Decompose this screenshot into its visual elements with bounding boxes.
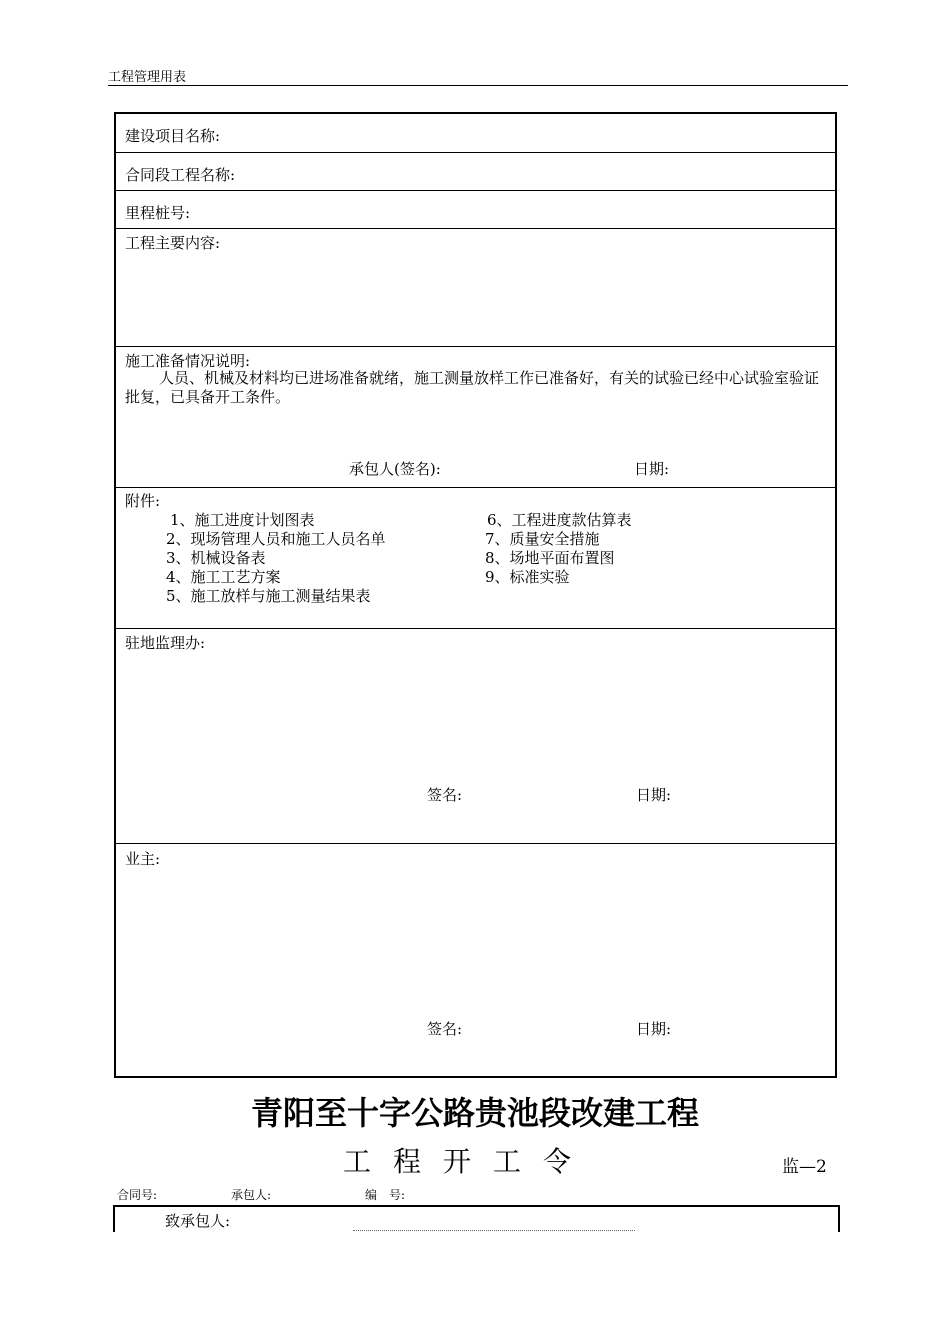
header-rule: [108, 85, 848, 86]
contractor-sign-label: 承包人(签名):: [349, 460, 441, 478]
attachments-label: 附件:: [125, 492, 161, 510]
owner-sign-label: 签名:: [427, 1020, 463, 1038]
main-content-row: [116, 229, 835, 347]
chainage-row: [116, 191, 835, 229]
contract-no-label: 合同号:: [117, 1188, 158, 1202]
supervision-date-label: 日期:: [636, 786, 672, 804]
supervision-sign-label: 签名:: [427, 786, 463, 804]
main-content-label: 工程主要内容:: [125, 234, 221, 252]
form-code: 监—2: [782, 1157, 827, 1177]
attachment-item: 3、机械设备表: [166, 549, 266, 567]
contract-section-row: [116, 153, 835, 191]
attachment-item: 7、质量安全措施: [485, 530, 600, 548]
attachment-item: 9、标准实验: [485, 568, 570, 586]
attachment-item: 4、施工工艺方案: [166, 568, 281, 586]
preparation-row: [116, 347, 835, 488]
to-contractor-dotted-line: [353, 1230, 635, 1231]
preparation-label: 施工准备情况说明:: [125, 352, 251, 370]
attachment-item: 5、施工放样与施工测量结果表: [166, 587, 371, 605]
contract-section-label: 合同段工程名称:: [125, 166, 236, 184]
attachments-row: [116, 488, 835, 629]
contractor-label: 承包人:: [231, 1188, 272, 1202]
attachment-item: 2、现场管理人员和施工人员名单: [166, 530, 386, 548]
supervision-row: [116, 629, 835, 844]
attachment-item: 8、场地平面布置图: [485, 549, 615, 567]
chainage-label: 里程桩号:: [125, 204, 191, 222]
project-name-label: 建设项目名称:: [125, 127, 221, 145]
project-title: 青阳至十字公路贵池段改建工程: [250, 1094, 699, 1132]
attachment-item: 6、工程进度款估算表: [487, 511, 632, 529]
doc-type-header: 工程管理用表: [108, 70, 187, 85]
construction-start-form: [114, 112, 837, 1078]
project-name-row: [116, 114, 835, 153]
owner-date-label: 日期:: [636, 1020, 672, 1038]
to-contractor-box: [113, 1205, 840, 1232]
supervision-label: 驻地监理办:: [125, 634, 206, 652]
preparation-text: 人员、机械及材料均已进场准备就绪，施工测量放样工作已准备好，有关的试验已经中心试验室验证批复，已具备开工条件。: [125, 369, 820, 406]
owner-label: 业主:: [125, 850, 161, 868]
preparation-date-label: 日期:: [634, 460, 670, 478]
form-subtitle: 工程开工令: [343, 1145, 594, 1178]
number-label: 编 号:: [365, 1188, 406, 1202]
owner-row: [116, 844, 835, 1076]
attachment-item: 1、施工进度计划图表: [170, 511, 315, 529]
to-contractor-label: 致承包人:: [165, 1212, 231, 1230]
